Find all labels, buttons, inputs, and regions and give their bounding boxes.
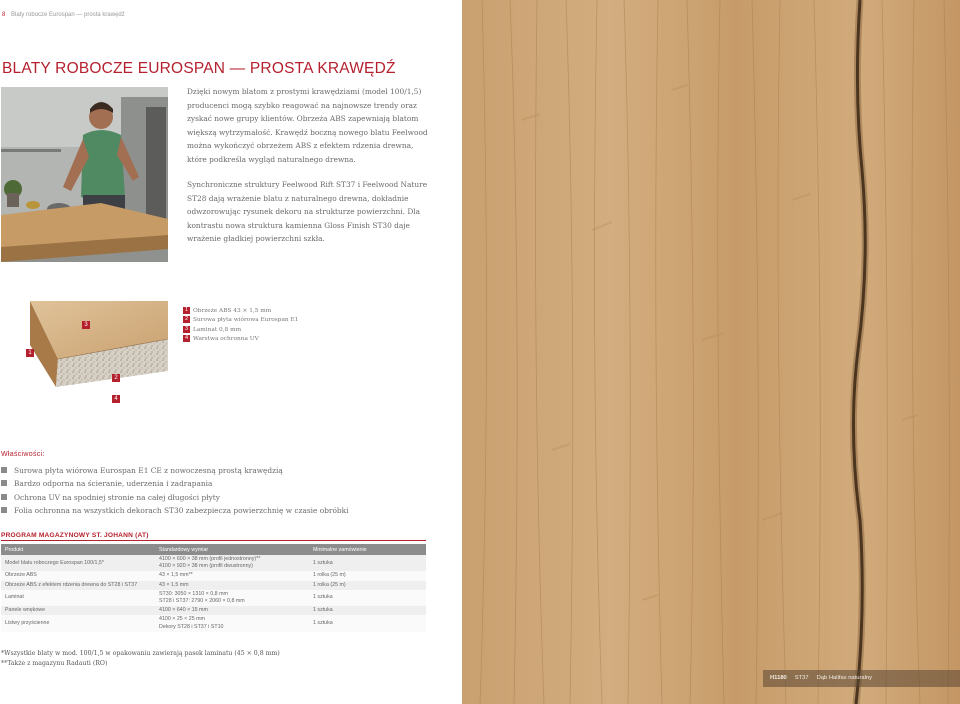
legend-number: 3 (184, 325, 189, 332)
kitchen-photo (1, 87, 168, 262)
table-row (1, 581, 426, 590)
legend-item (183, 326, 298, 335)
size-line: 4100 × 600 × 38 mm (profil jednostronny)** (159, 556, 261, 562)
cell-min-order: 1 sztuka (309, 555, 426, 571)
cell-product: Panele wnękowe (1, 606, 155, 615)
cell-product: Obrzeże ABS z efektem rdzenia drewna do ST28 i ST37 (1, 581, 155, 590)
decor-code: H1180 (770, 675, 787, 681)
cell-product: Laminat (1, 590, 155, 606)
cell-min-order: 1 sztuka (309, 615, 426, 631)
kitchen-photo-illustration (1, 87, 168, 262)
list-item-text: Ochrona UV na spodniej stronie na całej długości płyty (14, 492, 220, 502)
legend-item (183, 335, 298, 344)
list-item-text: Surowa płyta wiórowa Eurospan E1 CE z nowoczesną prostą krawędzią (14, 466, 283, 475)
size-line: 43 × 1,5 mm** (159, 572, 193, 579)
program-heading: PROGRAM MAGAZYNOWY ST. JOHANN (AT) (1, 532, 149, 539)
table-header-row (1, 544, 426, 555)
cell-product: Listwy przyścienne (1, 615, 155, 631)
board-cross-section-illustration (30, 299, 170, 411)
bullet-square-icon (1, 494, 7, 500)
size-line: 4100 × 640 × 15 mm (159, 607, 208, 614)
legend-number: 4 (184, 335, 189, 342)
size-line: ST30: 3050 × 1310 × 0,8 mm (159, 590, 228, 597)
list-item-text: Folia ochronna na wszystkich dekorach ST30 zabezpiecza powierzchnię w czasie obróbki (14, 505, 349, 515)
list-item (1, 464, 349, 477)
column-header-size: Standardowy wymiar (155, 544, 309, 555)
intro-paragraph-1: Dzięki nowym blatom z prostymi krawędziami (model 100/1,5) producenci mogą szybko reagować na najnowsze trendy oraz zyskać nowe grupy klientów. Obrzeża ABS zapewniają blatom większą wytrzymałość. Krawędź boczną nowego blatu Feelwood można wykończyć obrzeżem ABS z efektem rdzenia drewna, które podkreśla wygląd naturalnego drewna. (187, 87, 428, 164)
cell-size (155, 571, 309, 580)
diagram-label-4: 4 (112, 395, 120, 403)
legend-text: Surowa płyta wiórowa Eurospan E1 (193, 317, 299, 324)
cell-min-order: 1 rolka (25 m) (309, 581, 426, 590)
board-cross-section (30, 299, 170, 411)
table-row (1, 590, 426, 606)
size-line: 43 × 1,5 mm (159, 581, 189, 588)
cell-product: Model blatu roboczego Eurospan 100/1,5* (1, 555, 155, 571)
cell-product: Obrzeże ABS (1, 571, 155, 580)
legend-item (183, 307, 298, 316)
column-header-product: Produkt (1, 544, 155, 555)
list-item (1, 491, 349, 504)
cell-min-order: 1 sztuka (309, 590, 426, 606)
program-divider (1, 540, 426, 541)
intro-paragraph-2: Synchroniczne struktury Feelwood Rift ST37 i Feelwood Nature ST28 dają wrażenie blatu z naturalnego drewna, dokładnie odwzorowując rysunek dekoru na strukturze powierzchni. Dla kontrastu nowa struktura kamienna Gloss Finish ST30 daje wrażenie gładkiej powierzchni szkła. (187, 180, 428, 244)
table-row (1, 571, 426, 580)
table-row (1, 555, 426, 571)
bullet-square-icon (1, 467, 7, 473)
size-line: 4100 × 920 × 38 mm (profil dwustronny) (159, 563, 253, 570)
bullet-square-icon (1, 480, 7, 486)
page-title: BLATY ROBOCZE EUROSPAN — PROSTA KRAWĘDŹ (2, 60, 396, 77)
size-line: ST28 i ST37: 2790 × 2060 × 0,8 mm (159, 598, 245, 605)
running-header (2, 12, 125, 18)
diagram-label-1: 1 (26, 349, 34, 357)
cell-size (155, 615, 309, 631)
legend-number: 1 (184, 307, 189, 313)
wood-grain-texture (462, 0, 960, 704)
table-row (1, 606, 426, 615)
decor-structure: ST37 (794, 675, 809, 681)
column-header-min-order: Minimalne zamówienie (309, 544, 426, 555)
diagram-label-2: 2 (112, 374, 120, 382)
cell-size (155, 590, 309, 606)
size-line: 4100 × 25 × 25 mm (159, 616, 205, 623)
cell-size (155, 606, 309, 615)
legend-text: Laminat 0,8 mm (193, 326, 242, 333)
table-row (1, 615, 426, 631)
cell-min-order: 1 rolka (25 m) (309, 571, 426, 580)
bullet-square-icon (1, 507, 7, 513)
legend-text: Warstwa ochronna UV (193, 336, 259, 343)
diagram-label-3: 3 (82, 321, 90, 329)
running-title: Blaty robocze Eurospan — prosta krawędź (11, 12, 125, 18)
list-item (1, 504, 349, 517)
footnote-2: **Także z magazynu Radauti (RO) (1, 660, 108, 667)
cell-min-order: 1 sztuka (309, 606, 426, 615)
wood-decor-sample (462, 0, 960, 704)
footnote-1: *Wszystkie blaty w mod. 100/1,5 w opakowaniu zawierają pasek laminatu (45 × 0,8 mm) (1, 650, 280, 657)
list-item (1, 477, 349, 490)
diagram-legend (183, 307, 298, 345)
list-item-text: Bardzo odporna na ścieranie, uderzenia i zadrapania (14, 479, 213, 489)
properties-heading: Właściwości: (1, 451, 45, 458)
legend-item (183, 316, 298, 325)
legend-text: Obrzeże ABS 43 × 1,5 mm (193, 308, 272, 314)
page-number: 8 (2, 12, 6, 18)
program-table (1, 544, 426, 632)
decor-name: Dąb Halifax naturalny (816, 675, 873, 681)
legend-number: 2 (184, 316, 189, 323)
properties-list (1, 464, 349, 517)
cell-size (155, 581, 309, 590)
size-line: Dekory ST28 i ST37 i ST10 (159, 623, 224, 630)
decor-label (763, 670, 960, 687)
cell-size (155, 555, 309, 571)
